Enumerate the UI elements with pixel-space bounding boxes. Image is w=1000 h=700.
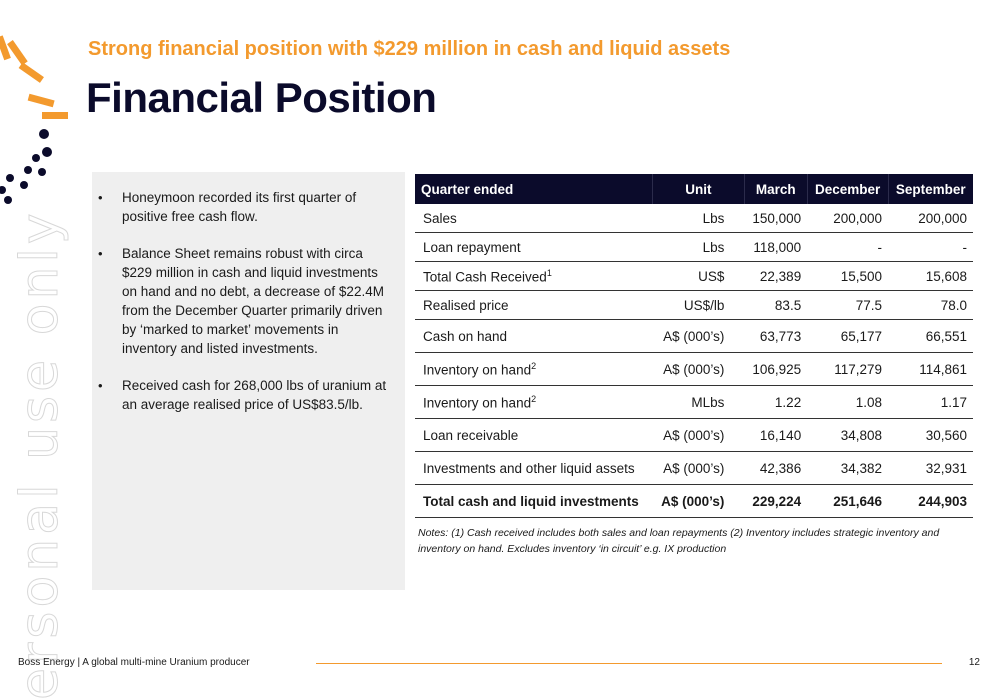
row-december-value xyxy=(807,452,888,485)
slide-title: Financial Position xyxy=(86,74,437,121)
row-unit-text: Lbs xyxy=(702,239,725,255)
row-september-value xyxy=(888,353,973,386)
row-label-text: Loan repayment xyxy=(423,239,521,255)
row-label-text: Inventory on hand xyxy=(423,395,532,411)
row-label xyxy=(415,233,652,262)
row-label-text: Realised price xyxy=(423,297,509,313)
bullet-item: • Balance Sheet remains robust with circa $229 million in cash and liquid investments on hand and no debt, a decrease of $22.4M from the December Quarter primarily driven by ‘marked to market’ movements in inventory and listed investments. xyxy=(122,244,391,358)
row-unit-text: Lbs xyxy=(702,210,725,226)
row-september-value-text: 15,608 xyxy=(925,268,967,284)
row-march-value-text: 118,000 xyxy=(753,239,802,255)
row-label-text: Total cash and liquid investments xyxy=(423,493,639,509)
header-september: September xyxy=(888,174,973,204)
bullets-panel xyxy=(92,172,405,590)
row-label xyxy=(415,452,652,485)
row-unit xyxy=(652,291,744,320)
row-label-text: Investments and other liquid assets xyxy=(423,460,635,476)
row-unit xyxy=(652,485,744,518)
footnote-marker: 1 xyxy=(546,267,552,278)
row-march-value-text: 106,925 xyxy=(752,361,802,377)
row-december-value-text: 77.5 xyxy=(855,297,883,313)
table-row xyxy=(415,353,973,386)
row-december-value xyxy=(807,386,888,419)
row-december-value-text: 1.08 xyxy=(855,394,883,410)
row-september-value xyxy=(888,386,973,419)
row-september-value-text: 78.0 xyxy=(940,297,967,313)
company-logo-mark xyxy=(0,0,80,220)
row-unit xyxy=(652,419,744,452)
bullet-item: • Honeymoon recorded its first quarter of positive free cash flow. xyxy=(122,188,391,226)
row-december-value-text: 65,177 xyxy=(840,328,883,344)
table-header-row xyxy=(415,174,973,204)
row-label-text: Loan receivable xyxy=(423,427,519,443)
row-unit xyxy=(652,353,744,386)
footnote-marker: 2 xyxy=(531,360,537,371)
row-september-value-text: 32,931 xyxy=(925,460,967,476)
header-unit: Unit xyxy=(652,174,744,204)
row-september-value-text: 1.17 xyxy=(940,394,967,410)
row-september-value xyxy=(888,204,973,233)
row-unit-text: A$ (000’s) xyxy=(663,427,725,443)
row-label xyxy=(415,485,652,518)
row-march-value xyxy=(744,419,807,452)
row-unit-text: A$ (000’s) xyxy=(663,460,725,476)
header-march: March xyxy=(744,174,807,204)
row-march-value-text: 83.5 xyxy=(774,297,802,313)
table-row xyxy=(415,204,973,233)
row-september-value xyxy=(888,320,973,353)
row-march-value xyxy=(744,204,807,233)
row-december-value-text: 117,279 xyxy=(834,361,883,377)
table-row xyxy=(415,452,973,485)
row-december-value-text: 34,808 xyxy=(840,427,883,443)
page-number: 12 xyxy=(968,657,980,668)
table-row xyxy=(415,291,973,320)
row-september-value-text: 30,560 xyxy=(925,427,967,443)
row-september-value xyxy=(888,233,973,262)
row-december-value-text: 34,382 xyxy=(840,460,883,476)
row-march-value xyxy=(744,291,807,320)
row-march-value xyxy=(744,233,807,262)
row-march-value xyxy=(744,485,807,518)
row-unit-text: A$ (000’s) xyxy=(663,361,725,377)
header-quarter-ended: Quarter ended xyxy=(415,174,652,204)
row-unit xyxy=(652,320,744,353)
header-december: December xyxy=(807,174,888,204)
row-unit xyxy=(652,233,744,262)
row-march-value-text: 150,000 xyxy=(752,210,802,226)
row-unit xyxy=(652,386,744,419)
table-row xyxy=(415,419,973,452)
row-december-value xyxy=(807,262,888,291)
row-unit-text: MLbs xyxy=(691,394,725,410)
table-row xyxy=(415,262,973,291)
watermark-text: ersonal use only xyxy=(10,209,70,700)
row-december-value xyxy=(807,291,888,320)
row-march-value-text: 42,386 xyxy=(759,460,802,476)
row-september-value-text: 66,551 xyxy=(925,328,967,344)
row-unit xyxy=(652,262,744,291)
row-march-value xyxy=(744,452,807,485)
row-label xyxy=(415,320,652,353)
table-row xyxy=(415,233,973,262)
row-december-value xyxy=(807,320,888,353)
row-march-value-text: 22,389 xyxy=(759,268,802,284)
footer-company: Boss Energy | A global multi-mine Uranium producer xyxy=(18,657,250,668)
row-september-value-text: - xyxy=(962,239,967,255)
row-march-value xyxy=(744,320,807,353)
row-label xyxy=(415,419,652,452)
row-september-value xyxy=(888,485,973,518)
row-label xyxy=(415,291,652,320)
row-september-value-text: 244,903 xyxy=(918,493,967,509)
row-march-value-text: 1.22 xyxy=(774,394,802,410)
row-december-value xyxy=(807,204,888,233)
row-december-value-text: 251,646 xyxy=(833,493,883,509)
row-september-value xyxy=(888,419,973,452)
table-body xyxy=(415,204,973,518)
row-march-value-text: 16,140 xyxy=(759,427,802,443)
row-december-value-text: 200,000 xyxy=(833,210,883,226)
row-march-value-text: 63,773 xyxy=(759,328,802,344)
row-december-value xyxy=(807,485,888,518)
table-row xyxy=(415,386,973,419)
row-march-value xyxy=(744,262,807,291)
row-label xyxy=(415,262,652,291)
row-label xyxy=(415,204,652,233)
row-label-text: Cash on hand xyxy=(423,328,508,344)
row-label xyxy=(415,353,652,386)
row-september-value-text: 200,000 xyxy=(918,210,967,226)
row-september-value xyxy=(888,452,973,485)
row-unit-text: A$ (000’s) xyxy=(661,493,725,509)
row-label-text: Total Cash Received xyxy=(423,269,547,285)
row-label-text: Sales xyxy=(423,210,457,226)
row-december-value-text: 15,500 xyxy=(840,268,883,284)
row-december-value xyxy=(807,233,888,262)
table-row xyxy=(415,485,973,518)
slide-subtitle: Strong financial position with $229 million in cash and liquid assets xyxy=(88,38,731,60)
row-september-value xyxy=(888,262,973,291)
row-unit-text: US$ xyxy=(698,268,725,284)
financial-position-table xyxy=(415,174,973,518)
table-row xyxy=(415,320,973,353)
row-march-value xyxy=(744,353,807,386)
table-notes: Notes: (1) Cash received includes both sales and loan repayments (2) Inventory includes strategic inventory and inventory on hand. Excludes inventory ‘in circuit’ e.g. IX production xyxy=(418,527,940,555)
row-march-value xyxy=(744,386,807,419)
row-march-value-text: 229,224 xyxy=(752,493,802,509)
row-unit xyxy=(652,452,744,485)
row-unit xyxy=(652,204,744,233)
bullet-list xyxy=(92,172,405,414)
row-september-value-text: 114,861 xyxy=(919,361,967,377)
row-december-value xyxy=(807,419,888,452)
row-label-text: Inventory on hand xyxy=(423,362,532,378)
row-label xyxy=(415,386,652,419)
row-december-value xyxy=(807,353,888,386)
row-unit-text: US$/lb xyxy=(683,297,725,313)
bullet-item: • Received cash for 268,000 lbs of uranium at an average realised price of US$83.5/lb. xyxy=(122,376,391,414)
row-december-value-text: - xyxy=(877,239,883,255)
row-unit-text: A$ (000’s) xyxy=(663,328,725,344)
footer-divider xyxy=(316,663,942,664)
row-september-value xyxy=(888,291,973,320)
footnote-marker: 2 xyxy=(531,393,537,404)
